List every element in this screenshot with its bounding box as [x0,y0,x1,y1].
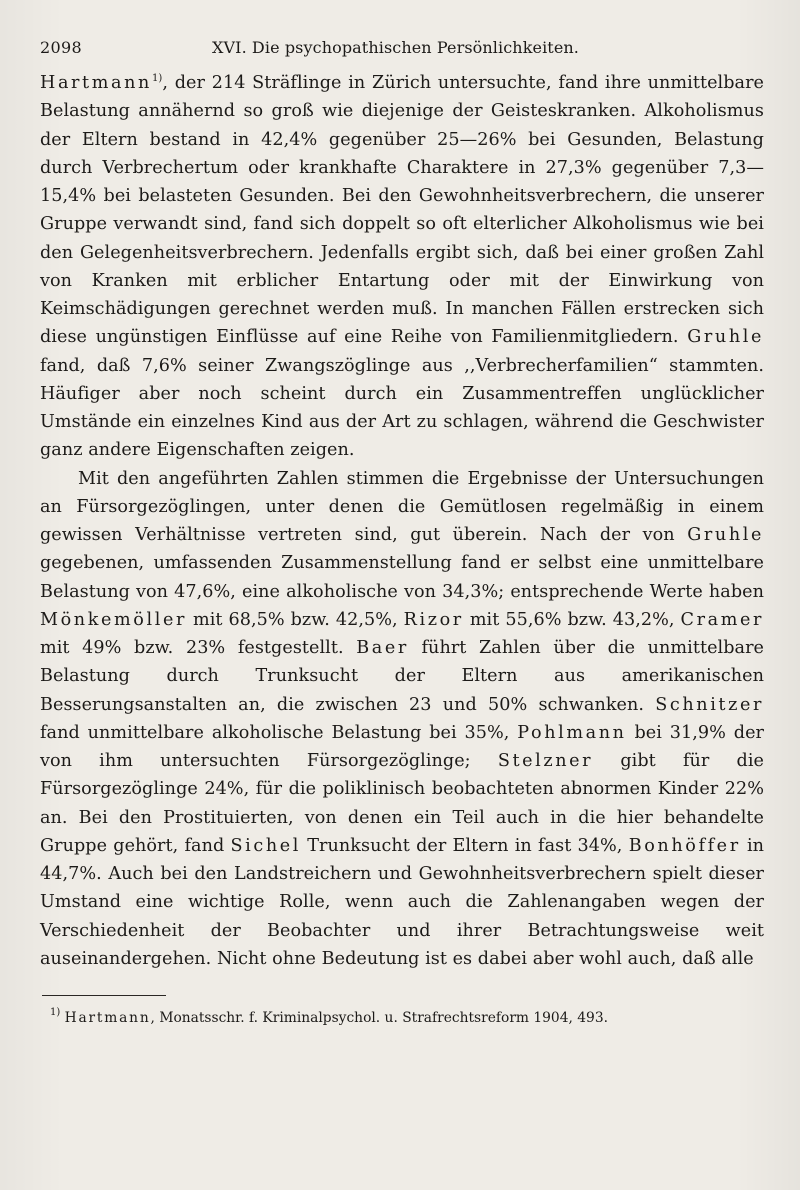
text-run: mit 55,6% bzw. 43,2%, [463,609,681,630]
text-run: , der 214 Sträflinge in Zürich untersuchte, fand ihre unmittelbare Belastung annähernd so groß wie diejenige der Geisteskranken. Alkoholismus der Eltern bestand in 42,4% gegenüber 25—26% bei Gesunden, Belastung durch Verbrechertum oder krankhafte Charaktere in 27,3% gegenüber 7,3—15,4% bei belasteten Gesunden. Bei den Gewohnheitsverbrechern, die unserer Gruppe verwandt sind, fand sich doppelt so oft elterlicher Alkoholismus wie bei den Gelegenheitsverbrechern. Jedenfalls ergibt sich, daß bei einer großen Zahl von Kranken mit erblicher Entartung oder mit der Einwirkung von Keimschädigungen gerechnet werden muß. In manchen Fällen erstrecken sich diese ungünstigen Einflüsse auf eine Reihe von Familienmitgliedern. [40,73,764,348]
body-text [40,69,764,973]
text-run: fand unmittelbare alkoholische Belastung bei 35%, [40,722,518,743]
author-name: Mönkemöller [40,609,187,630]
author-name: Hartmann [40,73,152,93]
author-name: Stelzner [497,751,594,771]
author-name: Baer [356,638,409,658]
page-number: 2098 [40,38,82,57]
author-name: Gruhle [687,525,764,545]
footnote-citation: , Monatsschr. f. Kriminalpsychol. u. Strafrechtsreform 1904, 493. [150,1010,608,1026]
text-run: in 44,7%. Auch bei den Landstreichern und Gewohnheitsverbrechern spielt dieser Umstand eine wichtige Rolle, wenn auch die Zahlenangaben wegen der Verschiedenheit der Beobachter und ihrer Betrachtungsweise weit auseinandergehen. Nicht ohne Bedeutung ist es dabei aber wohl auch, daß alle [40,835,765,969]
footnote-marker: 1) [50,1007,61,1018]
text-run: Mit den angeführten Zahlen stimmen die Ergebnisse der Untersuchungen an Fürsorgezöglingen, unter denen die Gemütlosen regelmäßig in einem gewissen Verhältnisse vertreten sind, gut überein. Nach der von [40,468,764,545]
running-head [40,34,764,62]
footnote-author: Hartmann [64,1010,151,1026]
author-name: Schnitzer [655,694,764,715]
paragraph [40,465,764,974]
footnote-reference: 1) [151,73,163,84]
text-run: gibt für die Fürsorgezöglinge 24%, für die poliklinisch beobachteten abnormen Kinder 22% an. Bei den Prostituierten, von denen ein Teil auch in die hier behandelte Gruppe gehört, fand [40,751,764,856]
author-name: Cramer [680,609,764,630]
text-run: gegebenen, umfassenden Zusammenstellung fand er selbst eine unmittelbare Belastung von 47,6%, eine alkoholische von 34,3%; entsprechende Werte haben [40,553,764,602]
text-run: fand, daß 7,6% seiner Zwangszöglinge aus ,,Verbrecherfamilien“ stammten. Häufiger aber noch scheint durch ein Zusammentreffen unglücklicher Umstände ein einzelnes Kind aus der Art zu schlagen, während die Geschwister ganz andere Eigenschaften zeigen. [40,355,764,461]
author-name: Bonhöffer [628,835,741,856]
paragraph [40,69,764,465]
footnote [40,1008,764,1028]
text-run: mit 49% bzw. 23% festgestellt. [40,638,357,658]
text-run: bei 31,9% der von ihm untersuchten Fürsorgezöglinge; [40,722,764,771]
author-name: Gruhle [687,327,764,348]
author-name: Rizor [403,609,464,630]
text-run: mit 68,5% bzw. 42,5%, [186,609,404,630]
chapter-title: XVI. Die psychopathischen Persönlichkeiten. [212,38,579,57]
text-run: Trunksucht der Eltern in fast 34%, [301,835,629,856]
author-name: Sichel [230,835,302,856]
footnote-divider [42,995,166,996]
author-name: Pohlmann [517,722,627,743]
text-run: führt Zahlen über die unmittelbare Belastung durch Trunksucht der Eltern aus amerikanischen Besserungsanstalten an, die zwischen 23 und 50% schwanken. [40,638,764,715]
